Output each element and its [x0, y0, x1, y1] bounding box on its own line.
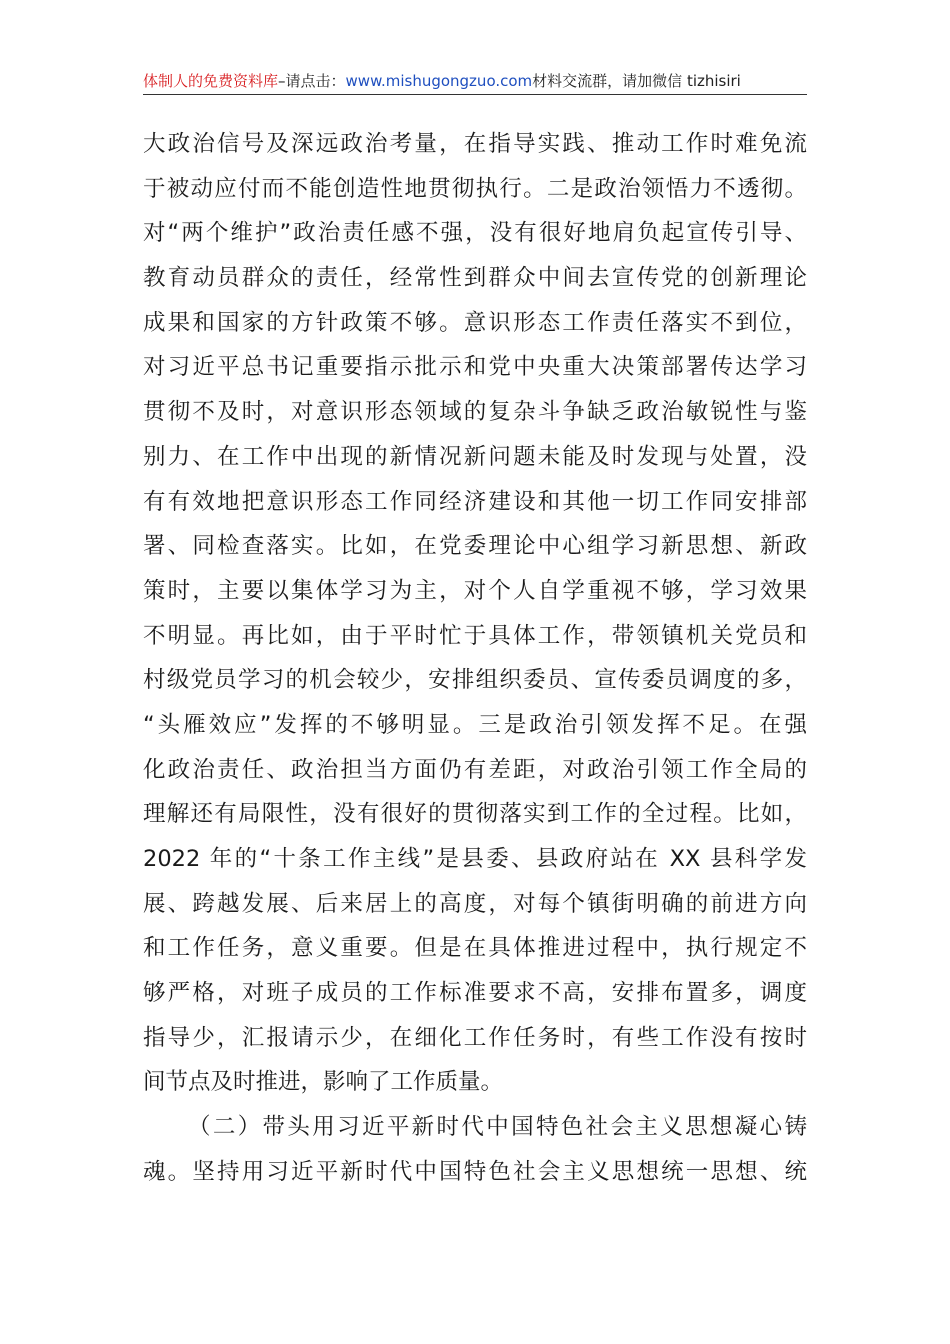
body-line: 不明显。再比如，由于平时忙于具体工作，带领镇机关党员和	[143, 622, 807, 649]
body-line: “头雁效应”发挥的不够明显。三是政治引领发挥不足。在强	[143, 711, 807, 738]
body-line: 别力、在工作中出现的新情况新问题未能及时发现与处置，没	[143, 443, 807, 470]
document-body	[143, 122, 807, 1195]
body-line: 对“两个维护”政治责任感不强，没有很好地肩负起宣传引导、	[143, 220, 807, 247]
section-heading-line: （二）带头用习近平新时代中国特色社会主义思想凝心铸	[188, 1114, 807, 1141]
body-line: 署、同检查落实。比如，在党委理论中心组学习新思想、新政	[143, 533, 807, 560]
body-line: 指导少，汇报请示少，在细化工作任务时，有些工作没有按时	[143, 1024, 807, 1051]
page-header	[143, 68, 807, 94]
header-note: 材料交流群，请加微信 tizhisiri	[532, 72, 741, 90]
body-line: 成果和国家的方针政策不够。意识形态工作责任落实不到位，	[143, 309, 807, 336]
body-line: 展、跨越发展、后来居上的高度，对每个镇街明确的前进方向	[143, 890, 807, 917]
body-line: 大政治信号及深远政治考量，在指导实践、推动工作时难免流	[143, 131, 807, 157]
body-line: 村级党员学习的机会较少，安排组织委员、宣传委员调度的多，	[143, 667, 807, 694]
header-site-name: 体制人的免费资料库	[143, 72, 279, 90]
header-url-link[interactable]: www.mishugongzuo.com	[345, 72, 533, 90]
body-line: 对习近平总书记重要指示批示和党中央重大决策部署传达学习	[143, 354, 807, 381]
body-line: 理解还有局限性，没有很好的贯彻落实到工作的全过程。比如，	[143, 801, 807, 828]
body-line: 贯彻不及时，对意识形态领域的复杂斗争缺乏政治敏锐性与鉴	[143, 399, 807, 426]
body-line: 化政治责任、政治担当方面仍有差距，对政治引领工作全局的	[143, 756, 807, 783]
body-line: 教育动员群众的责任，经常性到群众中间去宣传党的创新理论	[143, 265, 807, 292]
body-line: 和工作任务，意义重要。但是在具体推进过程中，执行规定不	[143, 935, 807, 962]
body-line: 魂。坚持用习近平新时代中国特色社会主义思想统一思想、统	[143, 1158, 807, 1185]
body-line: 够严格，对班子成员的工作标准要求不高，安排布置多，调度	[143, 980, 807, 1007]
body-line: 2022 年的“十条工作主线”是县委、县政府站在 XX 县科学发	[143, 846, 807, 872]
body-line: 策时，主要以集体学习为主，对个人自学重视不够，学习效果	[143, 577, 807, 604]
header-prompt: –请点击：	[278, 72, 346, 90]
body-line: 有有效地把意识形态工作同经济建设和其他一切工作同安排部	[143, 488, 807, 515]
header-divider	[143, 94, 807, 95]
body-line: 于被动应付而不能创造性地贯彻执行。二是政治领悟力不透彻。	[143, 175, 807, 202]
body-line: 间节点及时推进，影响了工作质量。	[143, 1069, 504, 1096]
